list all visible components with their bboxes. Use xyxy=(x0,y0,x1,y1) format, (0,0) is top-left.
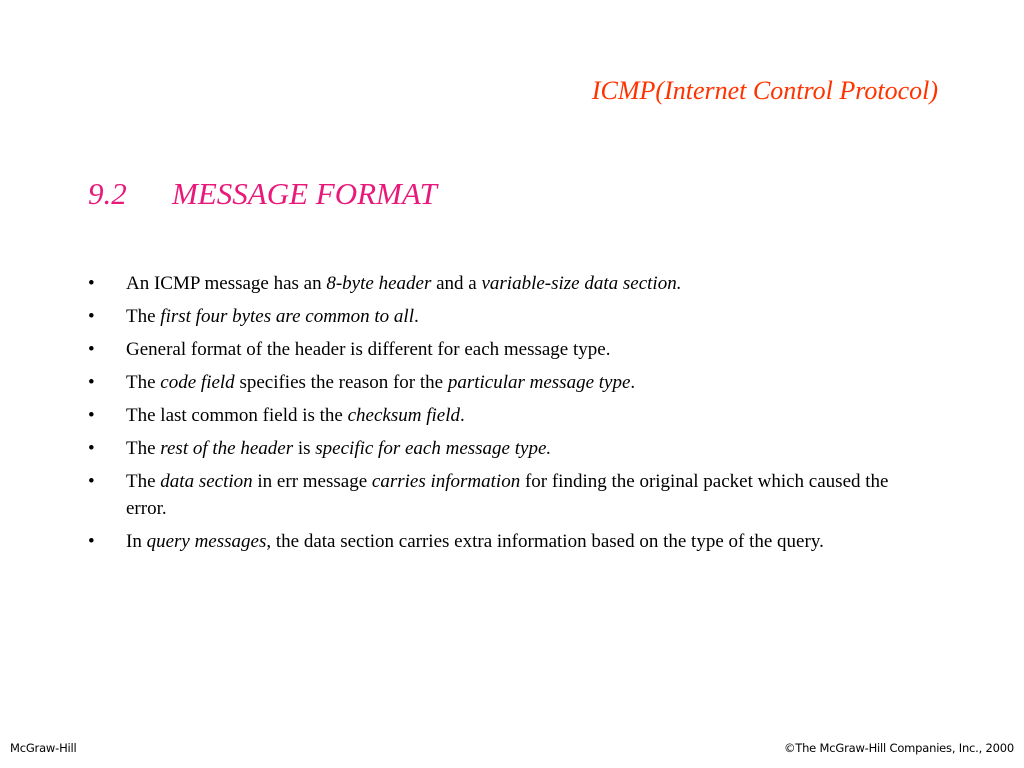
bullet-marker: • xyxy=(88,531,95,552)
bullet-text: The last common field is the checksum field. xyxy=(126,405,465,426)
bullet-text: In query messages, the data section carries extra information based on the type of the query. xyxy=(126,531,824,552)
bullet-text: The data section in err message carries information for finding the original packet which caused the error. xyxy=(126,471,889,519)
bullet-text: The code field specifies the reason for the particular message type. xyxy=(126,372,636,393)
bullet-item xyxy=(88,303,918,330)
bullet-text: General format of the header is different for each message type. xyxy=(126,339,611,360)
slide-title: ICMP(Internet Control Protocol) xyxy=(591,76,938,105)
footer-copyright: ©The McGraw-Hill Companies, Inc., 2000 xyxy=(783,741,1014,755)
bullet-marker: • xyxy=(88,438,95,459)
bullet-marker: • xyxy=(88,273,95,294)
bullet-text: The rest of the header is specific for each message type. xyxy=(126,438,552,459)
bullet-marker: • xyxy=(88,405,95,426)
bullet-item xyxy=(88,528,918,555)
footer-publisher: McGraw-Hill xyxy=(10,741,77,755)
bullet-text: An ICMP message has an 8-byte header and a variable-size data section. xyxy=(126,273,682,294)
section-title: MESSAGE FORMAT xyxy=(172,176,437,211)
bullet-list xyxy=(88,270,918,561)
bullet-item xyxy=(88,468,918,522)
bullet-item xyxy=(88,402,918,429)
bullet-text: The first four bytes are common to all. xyxy=(126,306,419,327)
bullet-item xyxy=(88,435,918,462)
bullet-marker: • xyxy=(88,372,95,393)
bullet-item xyxy=(88,369,918,396)
bullet-marker: • xyxy=(88,339,95,360)
bullet-marker: • xyxy=(88,471,95,492)
bullet-marker: • xyxy=(88,306,95,327)
section-number: 9.2 xyxy=(88,176,127,211)
section-heading xyxy=(88,176,437,212)
bullet-item xyxy=(88,270,918,297)
bullet-item xyxy=(88,336,918,363)
